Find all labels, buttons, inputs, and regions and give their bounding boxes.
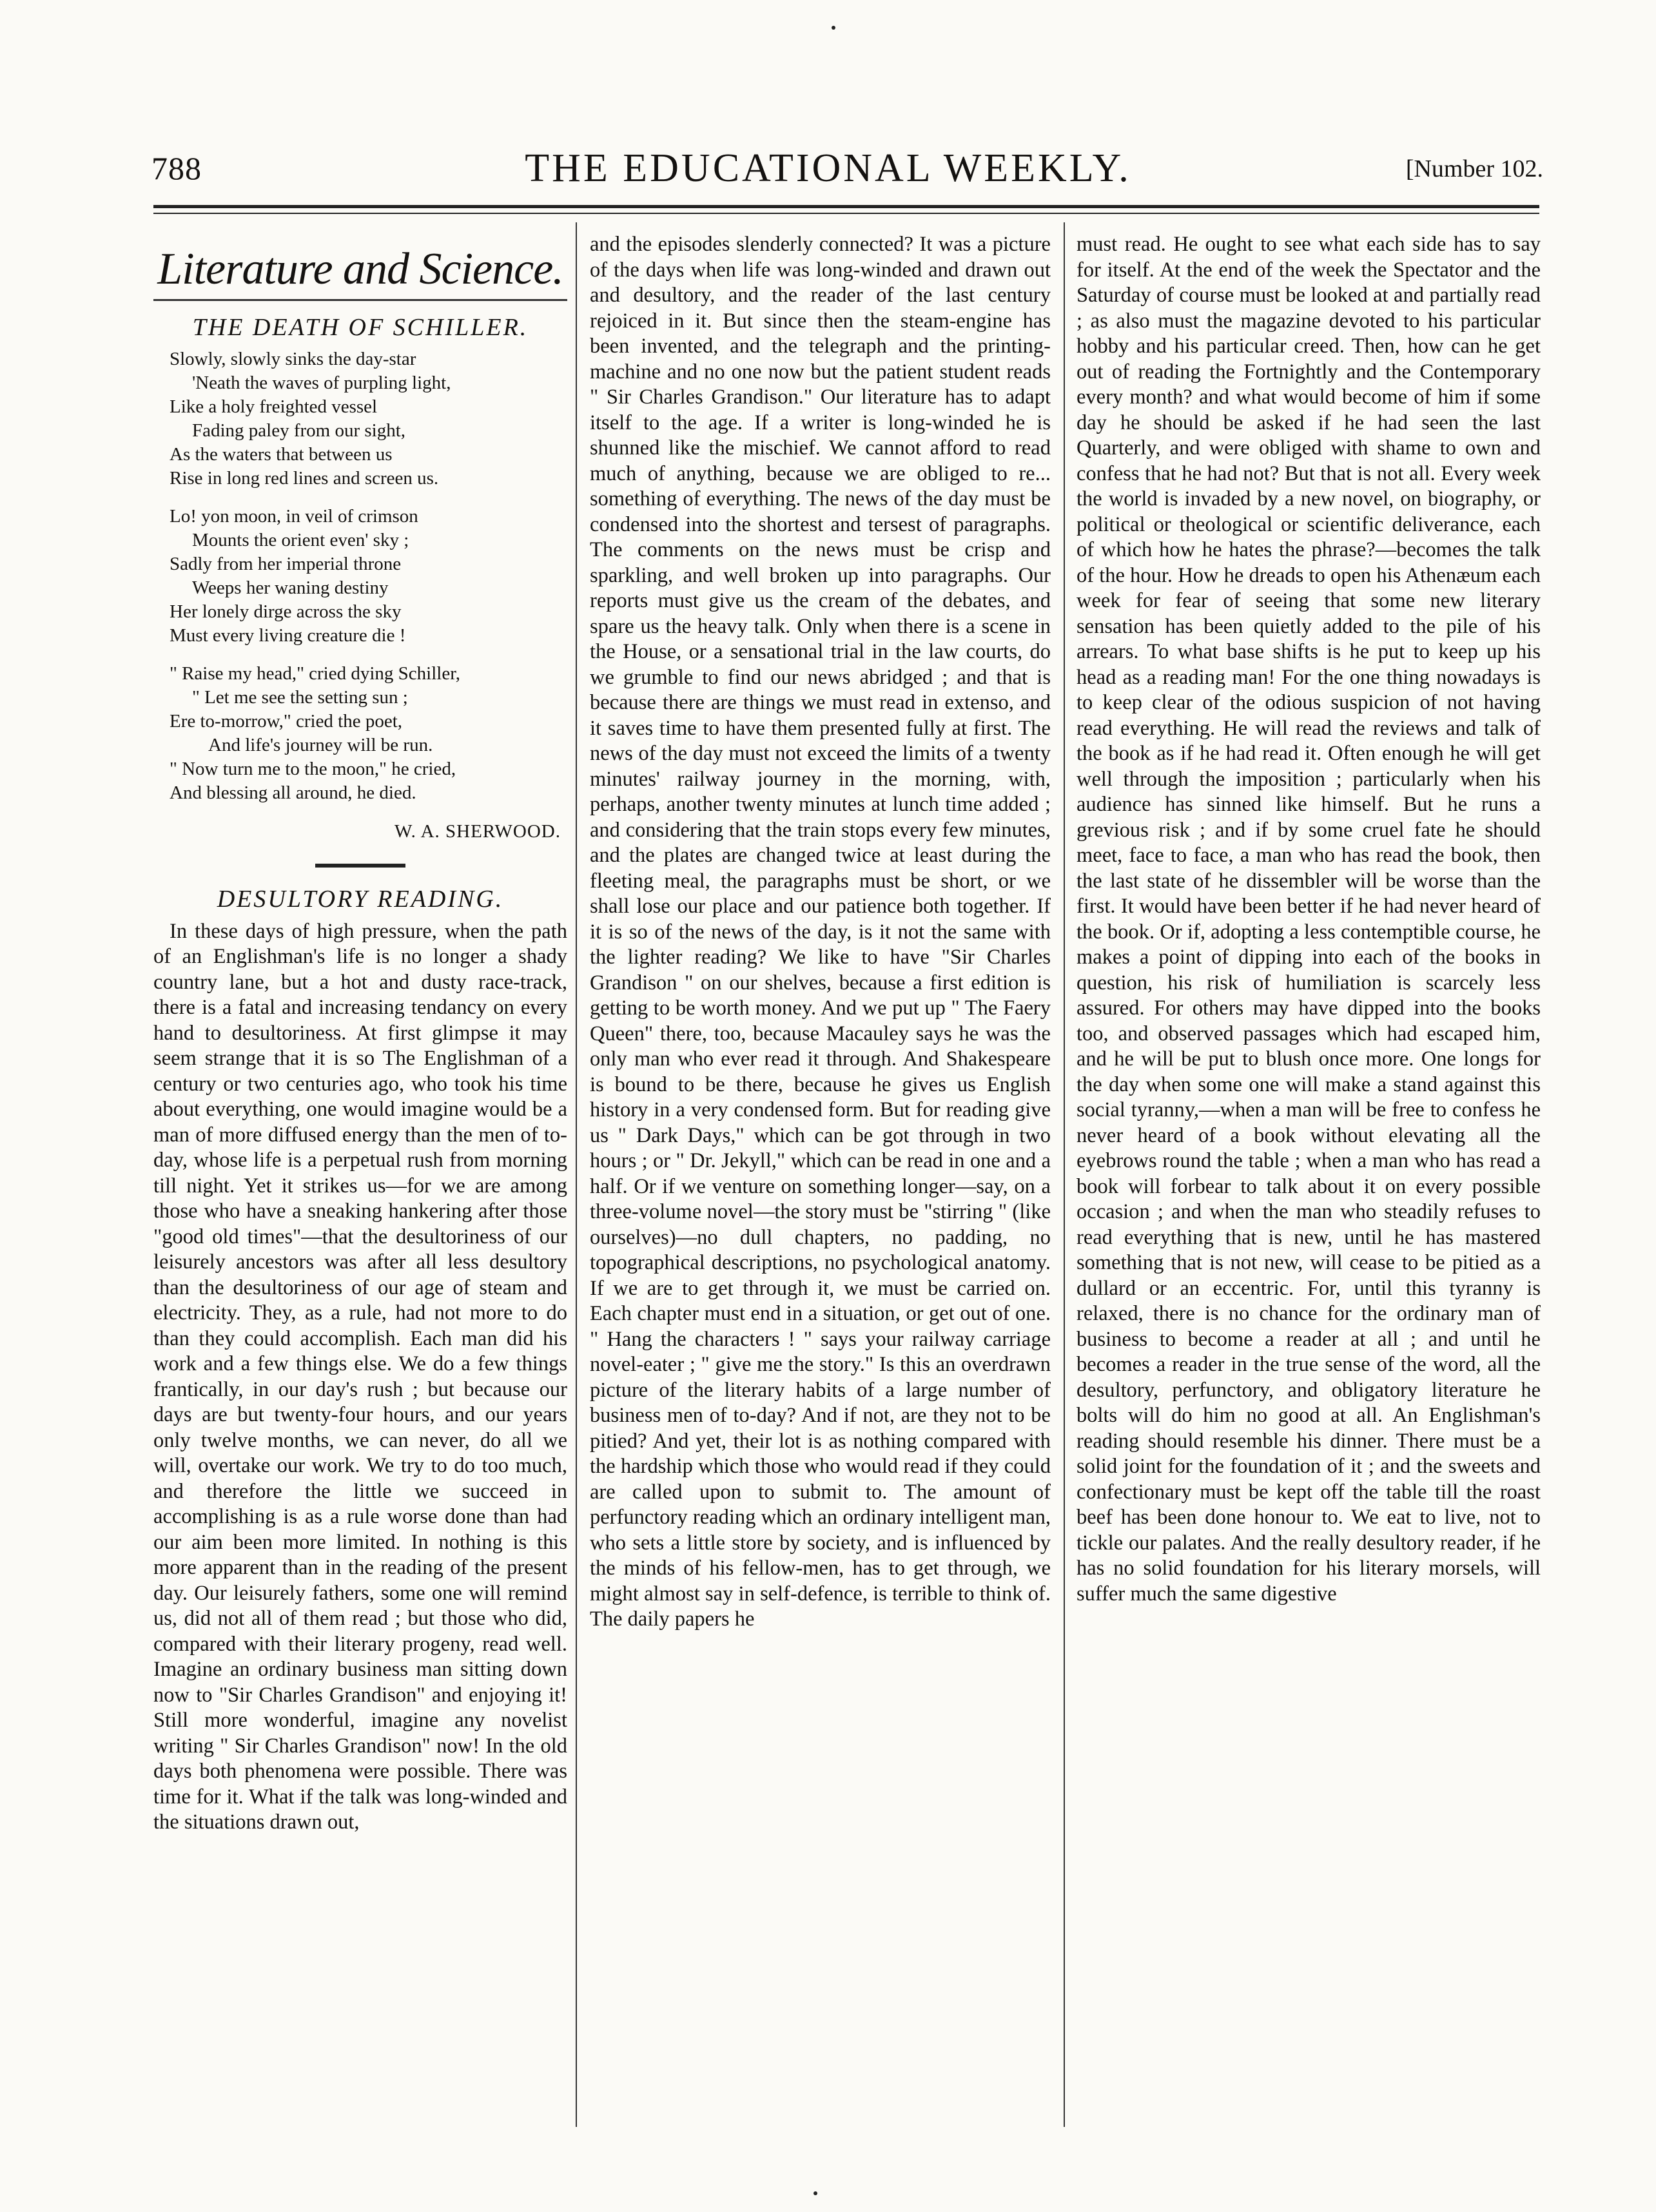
poem-line: As the waters that between us <box>170 443 393 465</box>
poem-line: Must every living creature die ! <box>170 625 406 646</box>
section-rule <box>153 299 567 301</box>
header-rule-thick <box>153 205 1539 208</box>
poem-line: Her lonely dirge across the sky <box>170 601 402 622</box>
poem-line: Ere to-morrow," cried the poet, <box>170 710 403 732</box>
section-heading: Literature and Science. <box>157 244 563 294</box>
poem-title: THE DEATH OF SCHILLER. <box>192 314 529 341</box>
poem-line: Lo! yon moon, in veil of crimson <box>170 505 418 527</box>
poem-line: Sadly from her imperial throne <box>170 553 402 574</box>
poem-line: Weeps her waning destiny <box>192 577 389 598</box>
poem <box>170 347 567 805</box>
article-text: must read. He ought to see what each side has to say for itself. At the end of the week the Spectator and the Saturday of course must be looked at and partially read ; as also must the magazine devoted to his particular hobby and his particular creed. Then, how can he get out of reading the Fortnightly and the Contemporary every month? and what would become of him if some day he should be asked if he had seen the last Quarterly, and were obliged with shame to own and confess that he had not? But that is not all. Every week the world is invaded by a new novel, on biography, or political or theological or scientific deliverance, each of which how he hates the phrase?—becomes the talk of the hour. How he dreads to open his Athenæum each week for fear of seeing that some new literary sensation has been quietly added to the pile of his arrears. To what base shifts is he put to keep up his head as a reading man! For the one thing nowadays is to keep clear of the odious suspicion of not having read everything. He will read the reviews and talk of the book as if he had read it. Often enough he will get well through the imposition ; particularly when his audience has sinned like himself. But he runs a grevious risk ; and if by some cruel fate he should meet, face to face, a man who has read the book, then the last state of he dissembler will be worse than the first. It would have been better if he had never heard of the book. Or if, adopting a less contemptible course, he makes a point of dipping into each of the books in question, his risk of humiliation is scarcely less assured. For others may have dipped into the books too, and observed passages which had escaped him, and he will be put to blush once more. One longs for the day when some one will make a stand against this social tyranny,—when a man will be free to confess he never heard of a book without elevating all the eyebrows round the table ; when a man who has read a book will forbear to talk about it on every possible occasion ; and when the man who steadily refuses to read everything that is new, until he has mastered something that is not new, will cease to be pitied as a dullard or an eccentric. For, until this tyranny is relaxed, there is no chance for the ordinary man of business to become a reader at all ; and until he becomes a reader in the true sense of the word, all the desultory, perfunctory, and obligatory literature he bolts will do him no good at all. An Englishman's reading should resemble his dinner. There must be a solid joint for the foundation of it ; and the sweets and confectionary must be kept off the table till the roast beef has been done honour to. We eat to live, not to tickle our palates. And the really desultory reader, if he has no solid foundation for his literary morsels, will suffer much the same digestive <box>1076 233 1541 1606</box>
article-text: and the episodes slenderly connected? It was a picture of the days when life was long-winded and drawn out and desultory, and the reader of the last century rejoiced in it. But since then the steam-engine has been invented, and the telegraph and the printing-machine and no one now but the patient student reads " Sir Charles Grandison." Our literature has to adapt itself to the age. If a writer is long-winded he is shunned like the mischief. We cannot afford to read much of anything, because we are obliged to re... something of everything. The news of the day must be condensed into the shortest and tersest of paragraphs. The comments on the news must be crisp and sparkling, and well broken up into paragraphs. Our reports must give us the cream of the debates, and spare us the heavy talk. Only when there is a scene in the House, or a sensational trial in the law courts, do we grumble to find our news abridged ; and that is because there are things we must read in extenso, and it saves time to have them presented fully at first. The news of the day must not exceed the limits of a twenty minutes' railway journey in the morning, with, perhaps, another twenty minutes at lunch time added ; and considering that the train stops every few minutes, and the plates are changed twice at least during the fleeting meal, the paragraphs must be short, or we shall lose our place and our patience both together. If it is so of the news of the day, is it not the same with the lighter reading? We like to have "Sir Charles Grandison " on our shelves, because a first edition is getting to be worth money. And we put up " The Faery Queen" there, too, because Macauley says he was the only man who ever read it through. And Shakespeare is bound to be there, because he gives us English history in a very condensed form. But for reading give us " Dark Days," which can be got through in two hours ; or " Dr. Jekyll," which can be read in one and a half. Or if we venture on something longer—say, on a three-volume novel—the story must be "stirring " (like ourselves)—no dull chapters, no padding, no topographical descriptions, no psychological anatomy. If we are to get through it, we must be carried on. Each chapter must end in a situation, or get out of one. " Hang the characters ! " says your railway carriage novel-eater ; " give me the story." Is this an overdrawn picture of the literary habits of a large number of business men of to-day? And if not, are they not to be pitied? And yet, their lot is as nothing compared with the hardship which those who would read if they could are called upon to submit to. The amount of perfunctory reading which an ordinary intelligent man, who sets a little store by society, and is influenced by the minds of his fellow-men, has to get through, we might almost say in self-defence, is terrible to think of. The daily papers he <box>590 233 1051 1631</box>
issue-number: [Number 102. <box>1405 155 1543 182</box>
poem-line: Mounts the orient even' sky ; <box>192 529 409 550</box>
column-divider-2 <box>1064 222 1065 2127</box>
column-divider-1 <box>576 222 577 2127</box>
article-text: In these days of high pressure, when the path of an Englishman's life is no longer a shady country lane, but a hot and dusty race-track, there is a fatal and increasing tendancy on every hand to desultoriness. At first glimpse it may seem strange that it is so The Englishman of a century or two centuries ago, who took his time about everything, one would imagine would be a man of more diffused energy than the men of to-day, whose life is a perpetual rush from morning till night. Yet it strikes us—for we are among those who have a sneaking hankering after those "good old times"—that the desultoriness of our leisurely ancestors was after all less desultory than the desultoriness of our age of steam and electricity. They, as a rule, had not more to do than they could accomplish. Each man did his work and a few things else. We do a few things frantically, in our day's rush ; but because our days are but twenty-four hours, and our years only twelve months, we can never, do all we will, overtake our work. We try to do too much, and therefore the little we succeed in accomplishing is as a rule worse done than had our aim been more limited. In nothing is this more apparent than in the reading of the present day. Our leisurely fathers, some one will remind us, did not all of them read ; but those who did, compared with their literary progeny, read well. Imagine an ordinary business man sitting down now to "Sir Charles Grandison" and enjoying it! Still more wonderful, imagine any novelist writing " Sir Charles Grandison" now! In the old days both phenomena were possible. There was time for it. What if the talk was long-winded and the situations drawn out, <box>153 919 567 1834</box>
poem-stanza <box>170 505 567 648</box>
poem-stanza <box>170 662 567 805</box>
poem-line: And life's journey will be run. <box>208 734 433 755</box>
poem-line: Slowly, slowly sinks the day-star <box>170 348 416 369</box>
poem-line: " Let me see the setting sun ; <box>192 686 408 708</box>
column-3 <box>1076 232 1541 2135</box>
article-title: DESULTORY READING. <box>217 886 504 913</box>
column-2 <box>590 232 1051 2135</box>
header-rule-thin <box>153 213 1539 214</box>
poem-line: Rise in long red lines and screen us. <box>170 467 439 489</box>
article-separator <box>315 864 405 868</box>
page-header <box>0 146 1656 208</box>
column-1 <box>153 232 567 2135</box>
poem-line: " Raise my head," cried dying Schiller, <box>170 663 460 684</box>
poem-line: Fading paley from our sight, <box>192 420 406 441</box>
top-dot <box>832 26 835 30</box>
page-number: 788 <box>151 150 202 186</box>
poem-line: And blessing all around, he died. <box>170 782 416 803</box>
poem-author: W. A. SHERWOOD. <box>394 820 561 842</box>
poem-line: " Now turn me to the moon," he cried, <box>170 758 456 779</box>
poem-line: 'Neath the waves of purpling light, <box>192 372 451 393</box>
poem-line: Like a holy freighted vessel <box>170 396 378 417</box>
bottom-dot <box>813 2191 817 2195</box>
journal-title: THE EDUCATIONAL WEEKLY. <box>525 146 1131 190</box>
poem-stanza <box>170 347 567 490</box>
